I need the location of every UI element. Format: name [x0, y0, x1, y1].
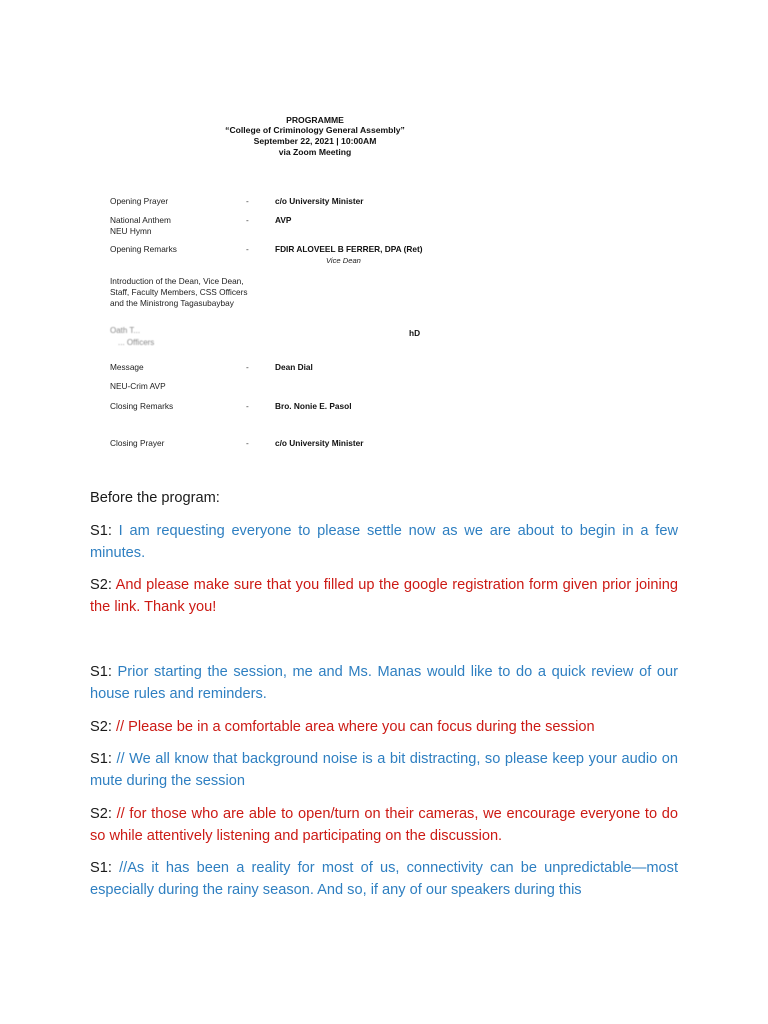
- script-line: [90, 661, 678, 705]
- programme-item-dash: -: [246, 401, 249, 411]
- script-line: [90, 748, 678, 792]
- speaker-label: S1:: [90, 664, 112, 680]
- programme-item-value: AVP: [275, 215, 292, 225]
- script-line: [90, 716, 678, 738]
- programme-item-label: Closing Prayer: [110, 438, 165, 448]
- programme-item-label: Opening Prayer: [110, 196, 169, 206]
- programme-item-dash: -: [246, 196, 249, 206]
- programme-item-dash: -: [246, 215, 249, 225]
- line-text: // We all know that background noise is a bit distracting, so please keep your audio on mute during the session: [90, 751, 678, 789]
- speaker-label: S2:: [90, 719, 112, 735]
- line-text: // Please be in a comfortable area where you can focus during the session: [115, 719, 595, 735]
- programme-item-dash: -: [246, 362, 249, 372]
- line-text: I am requesting everyone to please settle now as we are about to begin in a few minutes.: [90, 523, 678, 561]
- speaker-label: S1:: [90, 523, 112, 539]
- line-text: //As it has been a reality for most of us, connectivity can be unpredictable—most especially during the rainy season. And so, if any of our speakers during this: [90, 860, 678, 898]
- programme-item-label: NEU Hymn: [110, 226, 152, 236]
- programme-item-value: FDIR ALOVEEL B FERRER, DPA (Ret): [275, 244, 423, 254]
- speaker-label: S2:: [90, 577, 112, 593]
- programme-obscured-label: ... Officers: [118, 338, 155, 347]
- programme-item-label: Message: [110, 362, 144, 372]
- programme-obscured-label: Oath T...: [110, 326, 141, 335]
- programme-datetime: September 22, 2021 | 10:00AM: [253, 136, 377, 146]
- programme-item-label: Staff, Faculty Members, CSS Officers: [110, 287, 248, 297]
- programme-item-value: Dean Dial: [275, 362, 313, 372]
- script-line: [90, 574, 678, 618]
- section-heading: Before the program:: [90, 490, 220, 506]
- programme-item-value: c/o University Minister: [275, 438, 364, 448]
- programme-item-subtitle: Vice Dean: [326, 256, 361, 265]
- programme-item-label: Opening Remarks: [110, 244, 177, 254]
- programme-venue: via Zoom Meeting: [278, 147, 352, 157]
- programme-item-value: Bro. Nonie E. Pasol: [275, 401, 352, 411]
- programme-obscured-value: hD: [409, 328, 421, 338]
- programme-item-dash: -: [246, 244, 249, 254]
- programme-item-dash: -: [246, 438, 249, 448]
- programme-item-value: c/o University Minister: [275, 196, 364, 206]
- programme-item-label: Closing Remarks: [110, 401, 174, 411]
- script-line: [90, 520, 678, 564]
- programme-event: “College of Criminology General Assembly”: [225, 125, 405, 135]
- programme-item-label: National Anthem: [110, 215, 171, 225]
- line-text: Prior starting the session, me and Ms. Manas would like to do a quick review of our house rules and reminders.: [90, 664, 678, 702]
- speaker-label: S2:: [90, 806, 112, 822]
- programme-item-label: NEU-Crim AVP: [110, 381, 166, 391]
- script-line: [90, 803, 678, 847]
- script-line: [90, 857, 678, 901]
- programme-title: PROGRAMME: [286, 115, 344, 125]
- speaker-label: S1:: [90, 751, 112, 767]
- line-text: // for those who are able to open/turn on their cameras, we encourage everyone to do so while attentively listening and participating on the discussion.: [90, 806, 678, 844]
- programme-scan: [0, 0, 768, 470]
- line-text: And please make sure that you filled up the google registration form given prior joining the link. Thank you!: [90, 577, 679, 615]
- speaker-label: S1:: [90, 860, 112, 876]
- programme-item-label: Introduction of the Dean, Vice Dean,: [110, 276, 244, 286]
- programme-item-label: and the Ministrong Tagasubaybay: [110, 298, 234, 308]
